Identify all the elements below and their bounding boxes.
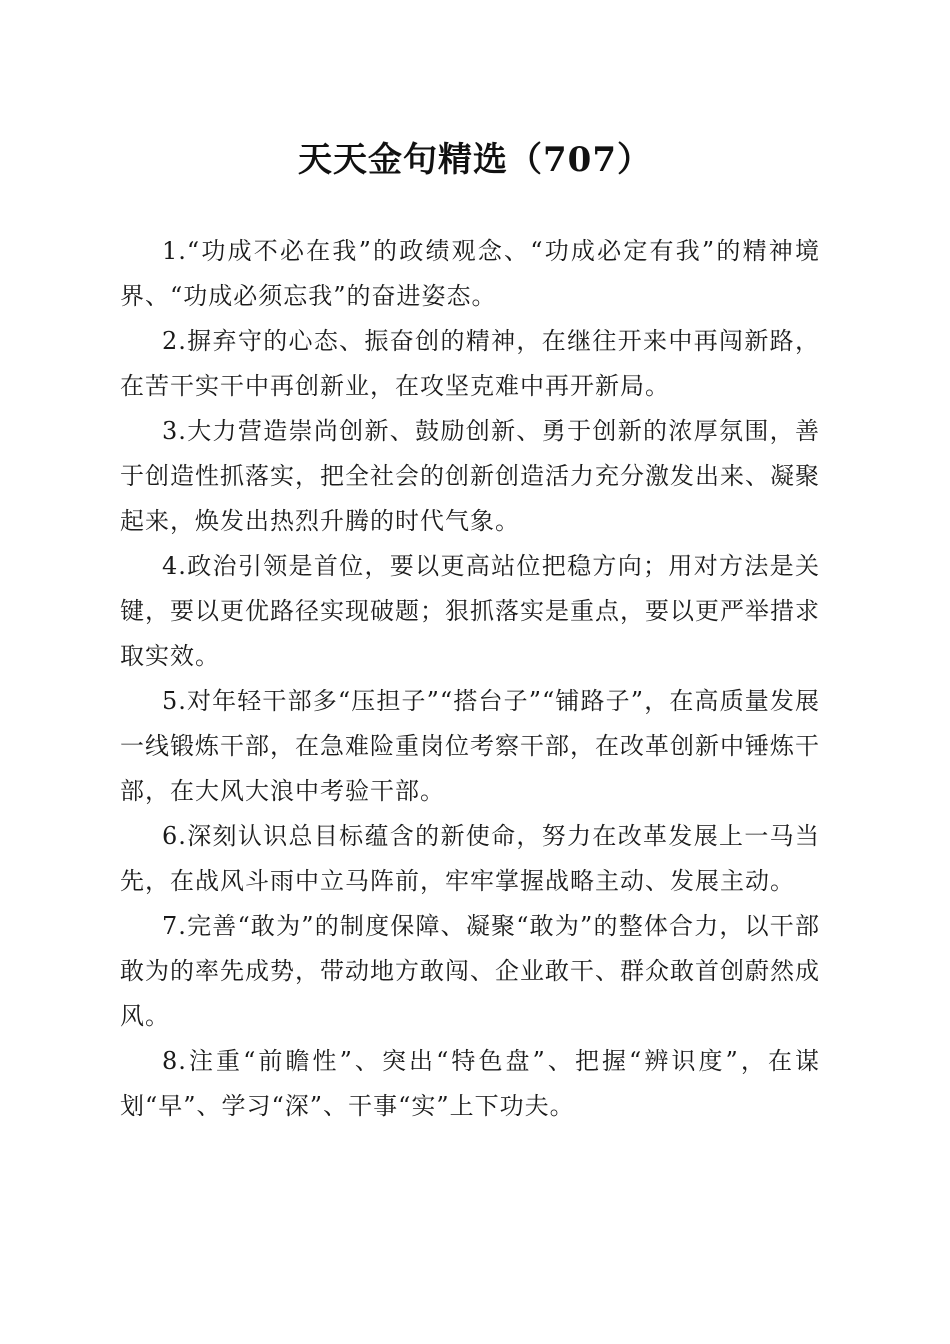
document-title: 天天金句精选（707） — [298, 140, 652, 180]
paragraph-5: 5.对年轻干部多“压担子”“搭台子”“铺路子”，在高质量发展一线锻炼干部，在急难险重岗位考察干部，在改革创新中锤炼干部，在大风大浪中考验干部。 — [120, 687, 820, 805]
paragraph-6: 6.深刻认识总目标蕴含的新使命，努力在改革发展上一马当先，在战风斗雨中立马阵前，牢牢掌握战略主动、发展主动。 — [120, 822, 820, 895]
paragraph-4: 4.政治引领是首位，要以更高站位把稳方向；用对方法是关键，要以更优路径实现破题；狠抓落实是重点，要以更严举措求取实效。 — [120, 552, 820, 670]
paragraph-7: 7.完善“敢为”的制度保障、凝聚“敢为”的整体合力，以干部敢为的率先成势，带动地方敢闯、企业敢干、群众敢首创蔚然成风。 — [120, 912, 820, 1030]
paragraph-2: 2.摒弃守的心态、振奋创的精神，在继往开来中再闯新路，在苦干实干中再创新业，在攻坚克难中再开新局。 — [120, 327, 820, 400]
paragraph-3: 3.大力营造崇尚创新、鼓励创新、勇于创新的浓厚氛围，善于创造性抓落实，把全社会的创新创造活力充分激发出来、凝聚起来，焕发出热烈升腾的时代气象。 — [120, 417, 820, 535]
document-body — [120, 229, 820, 1129]
paragraph-1: 1.“功成不必在我”的政绩观念、“功成必定有我”的精神境界、“功成必须忘我”的奋进姿态。 — [120, 237, 820, 310]
paragraph-8: 8.注重“前瞻性”、突出“特色盘”、把握“辨识度”，在谋划“早”、学习“深”、干事“实”上下功夫。 — [120, 1047, 820, 1120]
